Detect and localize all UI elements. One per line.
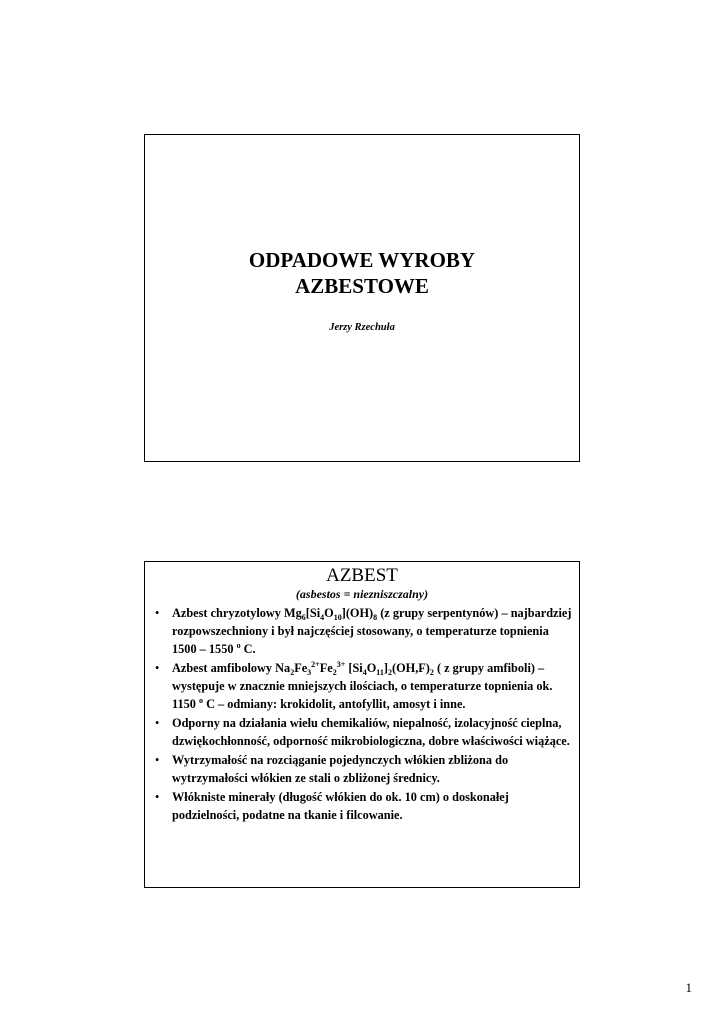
bullet-item-wytrzymalosc [155,751,573,787]
slide-heading: AZBEST [326,565,398,586]
author-name: Jerzy Rzechuła [329,322,395,333]
bullet-item-chryzotyl: • Azbest chryzotylowy $Mg_6[Si_4O_{10}](OH)_8$ (z grupy serpentynów) – najbardziej rozpowszechniony i był najczęściej stosowany, o temperaturze topnienia 1500 – 1550 $^o$ C. [155,606,572,656]
bullet-item-amfibol: • Azbest amfibolowy $Na_2Fe_3^{2+}Fe_2^{3+}$ $[Si_4O_{11}]_2(OH,F)_2$ ( z grupy amfiboli) – występuje w znacznie mniejszych ilościach, o temperaturze topnienia ok. 1150 $^o$ C – odmiany: krokidolit, antofyllit, amosyt i inne. [155,660,553,711]
slide-title-heading [145,247,579,299]
bullet-text: Odporny na działania wielu chemikaliów, niepalność, izolacyjność cieplna, dzwiękochłonność, odporność mikrobiologiczna, dobre właściwości wiążące. [172,716,570,748]
bullet-icon: • [155,716,160,730]
bullet-text: Włókniste minerały (długość włókien do ok. 10 cm) o doskonałej podzielności, podatne na tkanie i filcowanie. [172,790,509,822]
bullet-list [145,604,579,824]
slide-azbest [144,561,580,888]
page-number: 1 [685,980,692,995]
bullet-item-wlokniste [155,788,573,824]
bullet-item-odpornosc [155,714,573,750]
bullet-icon: • [155,606,160,620]
slide-subtitle: (asbestos = niezniszczalny) [295,587,429,601]
bullet-text: Wytrzymałość na rozciąganie pojedynczych włókien zbliżona do wytrzymałości włókien ze stali o zbliżonej średnicy. [172,753,509,785]
bullet-icon: • [155,790,160,804]
bullet-icon: • [155,753,160,767]
bullet-icon: • [155,661,160,675]
title-line-2: AZBESTOWE [295,274,429,298]
slide-title [144,134,580,462]
title-line-1: ODPADOWE WYROBY [248,248,476,272]
